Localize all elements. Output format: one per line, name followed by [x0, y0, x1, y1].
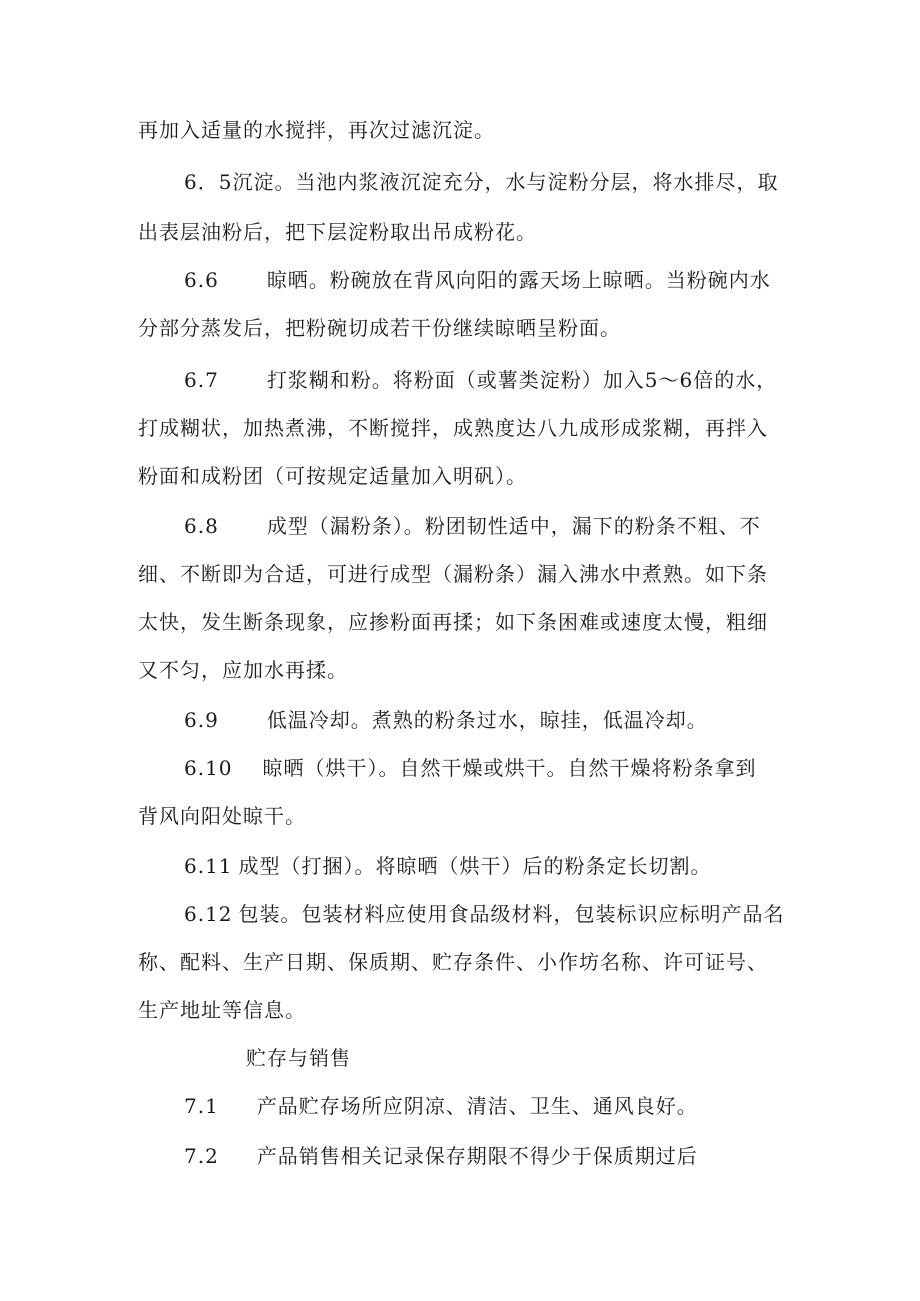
paragraph-7-1-line-1	[184, 1096, 698, 1116]
text-line: 分部分蒸发后，把粉碗切成若干份继续晾晒呈粉面。	[138, 316, 621, 340]
clause-text: 成型（漏粉条）。粉团韧性适中，漏下的粉条不粗、不	[266, 514, 761, 538]
clause-number: 6.10	[184, 756, 233, 780]
paragraph-7-2-line-1	[184, 1146, 698, 1166]
clause-text: 沉淀。当池内浆液沉淀充分，水与淀粉分层，将水排尽，取	[232, 170, 779, 194]
text-line: 再加入适量的水搅拌，再次过滤沉淀。	[138, 118, 495, 142]
text-line: 打成糊状，加热煮沸，不断搅拌，成熟度达八九成形成浆糊，再拌入	[138, 416, 768, 440]
clause-number: 7.2	[184, 1144, 219, 1168]
clause-text: 晾晒。粉碗放在背风向阳的露天场上晾晒。当粉碗内水	[266, 268, 771, 292]
clause-number: 6.7	[184, 368, 219, 392]
clause-number: 6.6	[184, 268, 219, 292]
paragraph-6-7-line-1	[184, 370, 777, 390]
text-line: 又不匀，应加水再揉。	[138, 658, 348, 682]
clause-number: 6.11	[184, 854, 233, 878]
text-line: 太快，发生断条现象，应掺粉面再揉；如下条困难或速度太慢，粗细	[138, 610, 768, 634]
clause-text: 低温冷却。煮熟的粉条过水，晾挂，低温冷却。	[266, 708, 708, 732]
clause-number: 6.12	[184, 902, 233, 926]
text-line: 生产地址等信息。	[138, 998, 306, 1022]
section-heading: 贮存与销售	[246, 1046, 351, 1070]
clause-text: 产品贮存场所应阴凉、清洁、卫生、通风良好。	[256, 1094, 698, 1118]
paragraph-6-12-line-1	[184, 904, 785, 924]
clause-text: 打浆糊和粉。将粉面（或薯类淀粉）加入5～6倍的水，	[266, 368, 778, 392]
clause-number: 6.8	[184, 514, 219, 538]
clause-text: 产品销售相关记录保存期限不得少于保质期过后	[256, 1144, 698, 1168]
text-line: 粉面和成粉团（可按规定适量加入明矾）。	[138, 464, 527, 488]
clause-number: 6．5	[184, 170, 233, 194]
paragraph-6-8-line-1	[184, 516, 761, 536]
paragraph-6-5-line-1	[184, 172, 778, 192]
clause-number: 6.9	[184, 708, 219, 732]
clause-text: 晾晒（烘干）。自然干燥或烘干。自然干燥将粉条拿到	[262, 756, 757, 780]
text-line: 背风向阳处晾干。	[138, 804, 306, 828]
clause-number: 7.1	[184, 1094, 219, 1118]
paragraph-6-6-line-1	[184, 270, 771, 290]
text-line: 出表层油粉后，把下层淀粉取出吊成粉花。	[138, 220, 537, 244]
clause-text: 包装。包装材料应使用食品级材料，包装标识应标明产品名	[238, 902, 785, 926]
paragraph-6-11-line-1	[184, 856, 712, 876]
paragraph-6-9-line-1	[184, 710, 708, 730]
paragraph-6-10-line-1	[184, 758, 757, 778]
text-line: 称、配料、生产日期、保质期、贮存条件、小作坊名称、许可证号、	[138, 950, 768, 974]
clause-text: 成型（打捆）。将晾晒（烘干）后的粉条定长切割。	[238, 854, 712, 878]
text-line: 细、不断即为合适，可进行成型（漏粉条）漏入沸水中煮熟。如下条	[138, 562, 768, 586]
